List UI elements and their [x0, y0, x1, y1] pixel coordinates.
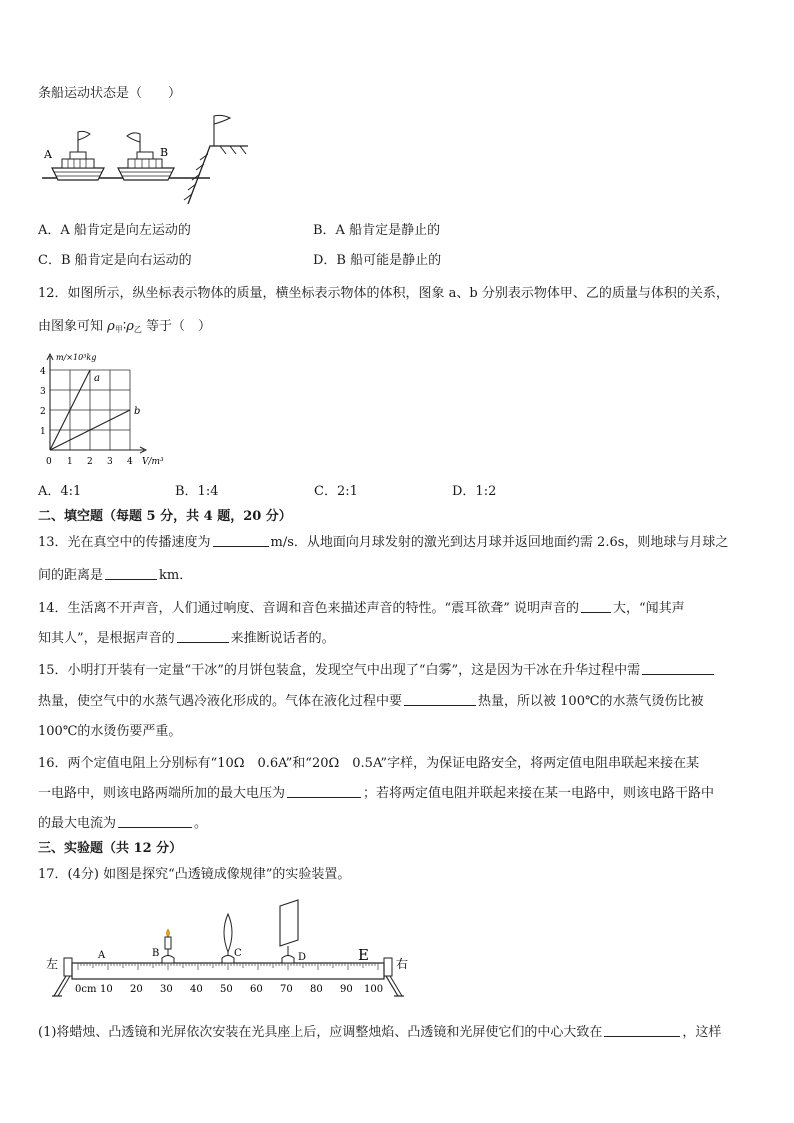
- y-tick: 2: [40, 407, 46, 417]
- q11-option-d: D．B 船可能是静止的: [313, 253, 442, 268]
- q12-stem-line1: 12．如图所示，纵坐标表示物体的质量，横坐标表示物体的体积，图象 a、b 分别表示物体甲、乙的质量与体积的关系，: [38, 286, 729, 301]
- bench-tick-label: 70: [280, 984, 293, 995]
- bench-left-label: 左: [46, 957, 59, 971]
- shore-flag-icon: [214, 115, 230, 124]
- convex-lens: [222, 914, 234, 963]
- bench-tick-label: 0cm: [75, 984, 97, 995]
- q17-text: (1)将蜡烛、凸透镜和光屏依次安装在光具座上后，应调整烛焰、凸透镜和光屏使它们的中心大致在: [38, 1025, 603, 1040]
- q15-text: 热量，使空气中的水蒸气遇冷液化形成的。气体在液化过程中要: [38, 694, 403, 709]
- q12-stem-line2: [38, 315, 211, 335]
- q14-blank-1[interactable]: [581, 600, 611, 613]
- q13-blank-speed[interactable]: [213, 534, 269, 547]
- bench-tick-label: 80: [310, 984, 323, 995]
- q17-blank-1[interactable]: [604, 1024, 680, 1037]
- bench-tick-label: 30: [160, 984, 173, 995]
- q14-text: 大，“闻其声: [612, 601, 685, 616]
- q14-blank-2[interactable]: [177, 630, 229, 643]
- q13-text: km．: [159, 568, 193, 583]
- q13-line2: [38, 564, 192, 583]
- q13-text: 13．光在真空中的传播速度为: [38, 535, 211, 550]
- q14-text: 来推断说话者的。: [230, 631, 335, 646]
- q17-optical-bench: [44, 896, 416, 1004]
- q16-text: 。: [194, 816, 208, 831]
- q14-text: 14．生活离不开声音，人们通过响度、音调和音色来描述声音的特性。“震耳欲聋” 说明声音的: [38, 601, 579, 616]
- x-tick: 0: [46, 457, 52, 467]
- rho-jia: ρ: [107, 319, 115, 334]
- q15-text: 15．小明打开装有一定量“干冰”的月饼包装盒，发现空气中出现了“白雾”，这是因为干冰在升华过程中需: [38, 663, 641, 678]
- screen-icon: [280, 900, 298, 946]
- section-3-title: 三、实验题（共 12 分）: [38, 841, 183, 856]
- section-2-title: 二、填空题（每题 5 分，共 4 题，20 分）: [38, 509, 292, 524]
- x-tick: 2: [87, 457, 93, 467]
- q15-line1: [38, 659, 716, 678]
- q12-option-a: A．4:1: [38, 484, 82, 499]
- line-a-label: a: [94, 373, 100, 384]
- q17-stem: 17．(4分) 如图是探究“凸透镜成像规律”的实验装置。: [38, 867, 351, 882]
- q16-text: 的最大电流为: [38, 816, 117, 831]
- bench-letter-e: E: [358, 946, 369, 964]
- y-tick: 4: [40, 367, 46, 377]
- q11-option-b: B．A 船肯定是静止的: [313, 223, 441, 238]
- boat-a: [52, 131, 104, 180]
- rho-yi: ρ: [126, 319, 134, 334]
- q17-sub1: [38, 1021, 721, 1040]
- q15-blank-2[interactable]: [404, 693, 476, 706]
- light-screen: [280, 900, 298, 963]
- candle: [162, 929, 174, 963]
- bench-tick-label: 60: [250, 984, 263, 995]
- y-tick: 1: [40, 427, 46, 437]
- bench-tick-label: 90: [340, 984, 353, 995]
- q13-line1: [38, 531, 728, 550]
- bench-letter-d: D: [298, 952, 307, 963]
- ratio-colon: ∶: [122, 319, 127, 334]
- boat-b-label: B: [160, 146, 169, 159]
- bench-tick-label: 10: [100, 984, 113, 995]
- q12-option-d: D．1:2: [452, 484, 497, 499]
- bench-letter-b: B: [152, 948, 160, 959]
- q11-option-c: C．B 船肯定是向右运动的: [38, 253, 192, 268]
- bench-right-label: 右: [396, 957, 409, 971]
- q12-option-b: B．1:4: [175, 484, 219, 499]
- q16-text: ；若将两定值电阻并联起来接在某一电路中，则该电路干路中: [363, 786, 715, 801]
- line-b-label: b: [134, 406, 141, 417]
- q12-stem-after: 等于（ ）: [146, 319, 212, 334]
- rho-yi-sub: 乙: [133, 325, 142, 334]
- q11-stem-tail: 条船运动状态是（ ）: [38, 86, 182, 101]
- q12-option-c: C．2:1: [314, 484, 358, 499]
- q12-stem-before: 由图象可知: [38, 319, 104, 334]
- flag-b-icon: [127, 133, 140, 142]
- bench-tick-label: 50: [220, 984, 233, 995]
- q14-line2: [38, 627, 335, 646]
- q14-line1: [38, 597, 685, 616]
- graph-grid: [50, 370, 130, 450]
- q13-blank-distance[interactable]: [105, 567, 157, 580]
- lens-icon: [224, 914, 232, 952]
- bench-letter-a: A: [98, 950, 106, 961]
- q16-blank-current[interactable]: [118, 815, 192, 828]
- q16-line1: 16．两个定值电阻上分别标有“10Ω 0.6A”和“20Ω 0.5A”字样，为保证电路安全，将两定值电阻串联起来接在某: [38, 756, 700, 771]
- bench-tick-label: 100: [364, 984, 384, 995]
- q16-text: 一电路中，则该电路两端所加的最大电压为: [38, 786, 286, 801]
- rho-jia-sub: 甲: [114, 325, 123, 334]
- x-tick: 4: [127, 457, 133, 467]
- q15-line2: [38, 690, 704, 709]
- x-tick: 1: [67, 457, 73, 467]
- x-axis-label: V/m³: [142, 457, 164, 467]
- bench-tick-label: 20: [130, 984, 143, 995]
- bench-tick-label: 40: [190, 984, 203, 995]
- boat-a-label: A: [44, 148, 52, 161]
- q16-line3: [38, 812, 207, 831]
- y-axis-label: m/×10³kg: [56, 353, 97, 362]
- q17-text: ，这样: [682, 1025, 722, 1040]
- q15-line3: 100℃的水烫伤要严重。: [38, 724, 182, 739]
- bench-letter-c: C: [234, 948, 242, 959]
- shore-with-flag: [184, 115, 248, 204]
- candle-flame-icon: [167, 929, 170, 937]
- q11-boats-figure: [38, 112, 258, 204]
- q11-option-a: A．A 船肯定是向左运动的: [38, 223, 191, 238]
- x-tick: 3: [107, 457, 113, 467]
- q15-blank-1[interactable]: [642, 662, 714, 675]
- q16-blank-voltage[interactable]: [287, 785, 361, 798]
- q14-text: 知其人”，是根据声音的: [38, 631, 175, 646]
- q15-text: 热量，所以被 100℃的水蒸气烫伤比被: [478, 694, 704, 709]
- q12-mass-volume-graph: [30, 348, 180, 470]
- q16-line2: [38, 782, 714, 801]
- y-tick: 3: [40, 387, 46, 397]
- flag-a-icon: [78, 131, 90, 140]
- q13-text: m/s．从地面向月球发射的激光到达月球并返回地面约需 2.6s，则地球与月球之: [270, 535, 729, 550]
- q13-text: 间的距离是: [38, 568, 104, 583]
